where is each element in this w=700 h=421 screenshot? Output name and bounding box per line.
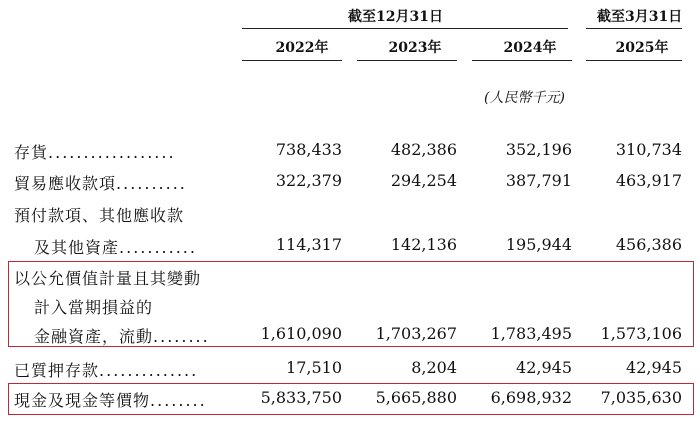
row-label-fvtpl-line1: 以公允價值計量且其變動 xyxy=(14,269,202,288)
cell-fvtpl-2025: 1,573,106 xyxy=(600,324,682,343)
cell-cash-2025: 7,035,630 xyxy=(600,388,682,407)
row-label-fvtpl-line2: 計入當期損益的 xyxy=(34,298,154,317)
cell-inventory-2025: 310,734 xyxy=(615,140,682,159)
year-header-2022: 2022年 xyxy=(275,40,329,56)
header-underline-dec31 xyxy=(242,28,568,29)
cell-inventory-2024: 352,196 xyxy=(505,140,572,159)
cell-pledged-deposits-2024: 42,945 xyxy=(516,358,572,377)
cell-cash-2023: 5,665,880 xyxy=(375,388,457,407)
row-label-inventory: 存貨.................. xyxy=(14,143,176,162)
cell-prepayments-2024: 195,944 xyxy=(505,235,572,254)
row-label-prepayments-line1: 預付款項、其他應收款 xyxy=(14,206,185,225)
cell-trade-receivables-2024: 387,791 xyxy=(505,171,572,190)
row-label-fvtpl-line3: 金融資產，流動........ xyxy=(34,327,210,346)
year-header-2025: 2025年 xyxy=(615,40,669,56)
cell-trade-receivables-2025: 463,917 xyxy=(615,171,682,190)
cell-cash-2022: 5,833,750 xyxy=(260,388,342,407)
cell-cash-2024: 6,698,932 xyxy=(490,388,572,407)
year-underline-2025 xyxy=(586,60,682,61)
row-label-prepayments-line2: 及其他資產........... xyxy=(34,238,197,257)
row-label-trade-receivables: 貿易應收款項.......... xyxy=(14,174,187,193)
cell-pledged-deposits-2023: 8,204 xyxy=(411,358,457,377)
period-header-dec31: 截至12月31日 xyxy=(348,9,443,25)
year-header-2024: 2024年 xyxy=(503,40,557,56)
year-underline-2023 xyxy=(357,60,457,61)
cell-inventory-2023: 482,386 xyxy=(390,140,457,159)
cell-pledged-deposits-2025: 42,945 xyxy=(626,358,682,377)
cell-fvtpl-2022: 1,610,090 xyxy=(260,324,342,343)
row-label-pledged-deposits: 已質押存款.............. xyxy=(14,361,199,380)
cell-trade-receivables-2023: 294,254 xyxy=(390,171,457,190)
cell-pledged-deposits-2022: 17,510 xyxy=(286,358,342,377)
year-header-2023: 2023年 xyxy=(388,40,442,56)
year-underline-2024 xyxy=(472,60,572,61)
cell-prepayments-2023: 142,136 xyxy=(390,235,457,254)
cell-fvtpl-2023: 1,703,267 xyxy=(375,324,457,343)
cell-prepayments-2025: 456,386 xyxy=(615,235,682,254)
header-underline-mar31 xyxy=(586,28,682,29)
year-underline-2022 xyxy=(242,60,342,61)
cell-prepayments-2022: 114,317 xyxy=(275,235,342,254)
cell-trade-receivables-2022: 322,379 xyxy=(275,171,342,190)
cell-fvtpl-2024: 1,783,495 xyxy=(490,324,572,343)
unit-note: (人民幣千元) xyxy=(484,90,565,106)
row-label-cash: 現金及現金等價物........ xyxy=(14,391,207,410)
period-header-mar31: 截至3月31日 xyxy=(597,9,683,25)
cell-inventory-2022: 738,433 xyxy=(275,140,342,159)
